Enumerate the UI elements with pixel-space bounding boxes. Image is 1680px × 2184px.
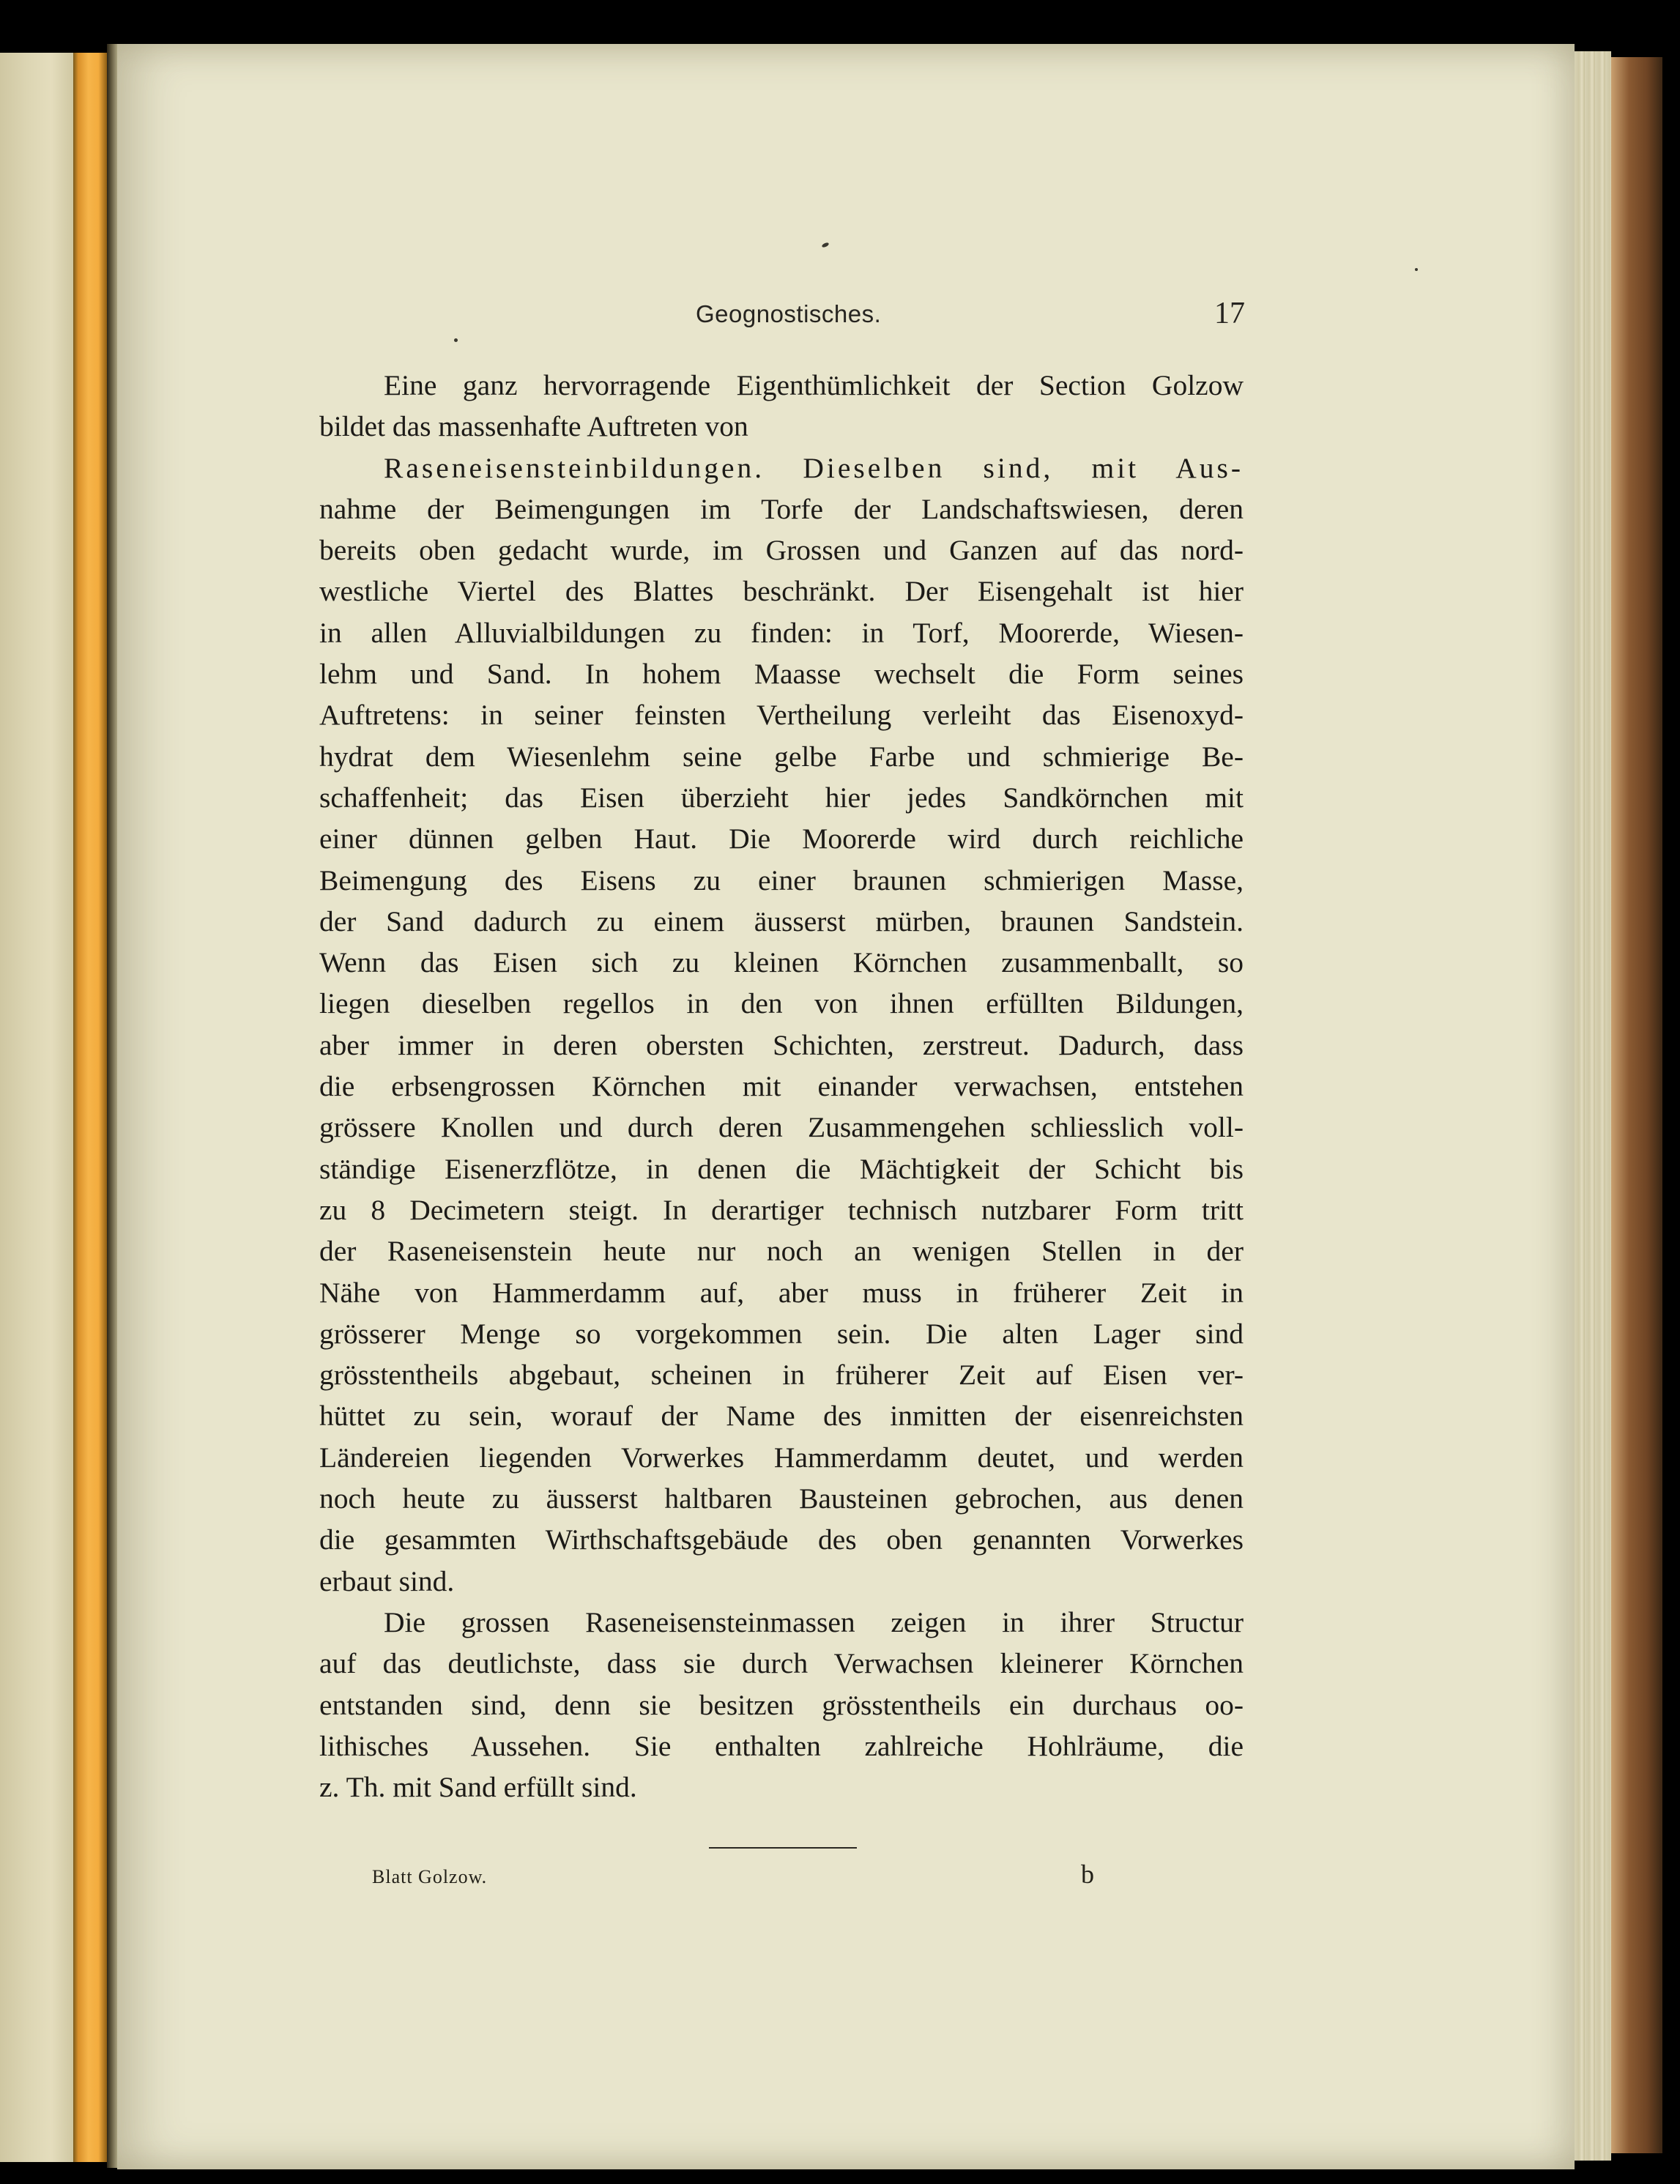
text-line: z. Th. mit Sand erfüllt sind. [319, 1771, 637, 1804]
text-line: Eine ganz hervorragende Eigenthümlichkeit der Section Golzow [384, 369, 1244, 401]
text-line: lithisches Aussehen. Sie enthalten zahlreiche Hohlräume, die [319, 1729, 1244, 1762]
book-spine-edge [73, 53, 107, 2162]
page-gutter [107, 44, 117, 2168]
text-line: westliche Viertel des Blattes beschränkt. Der Eisengehalt ist hier [319, 575, 1244, 608]
paragraph-1 [319, 365, 1244, 447]
page-stack-edge [1575, 51, 1611, 2161]
text-line: noch heute zu äusserst haltbaren Bausteinen gebrochen, aus denen [319, 1482, 1244, 1515]
text-line: bereits oben gedacht wurde, im Grossen und Ganzen auf das nord- [319, 534, 1244, 567]
text-line: auf das deutlichste, dass sie durch Verwachsen kleinerer Körnchen [319, 1647, 1244, 1680]
text-line: die gesammten Wirthschaftsgebäude des oben genannten Vorwerkes [319, 1523, 1244, 1556]
text-line: Auftretens: in seiner feinsten Vertheilung verleiht das Eisenoxyd- [319, 699, 1244, 732]
text-line: bildet das massenhafte Auftreten von [319, 410, 748, 443]
text-line: lehm und Sand. In hohem Maasse wechselt die Form seines [319, 658, 1244, 691]
footer-rule [709, 1847, 857, 1849]
text-line: der Sand dadurch zu einem äusserst mürben, braunen Sandstein. [319, 905, 1244, 937]
text-line: ständige Eisenerzflötze, in denen die Mächtigkeit der Schicht bis [319, 1152, 1244, 1185]
text-line: hüttet zu sein, worauf der Name des inmitten der eisenreichsten [319, 1400, 1244, 1433]
body-text [319, 365, 1244, 1808]
text-line: nahme der Beimengungen im Torfe der Landschaftswiesen, deren [319, 492, 1244, 525]
text-line: Die grossen Raseneisensteinmassen zeigen in ihrer Structur [384, 1605, 1244, 1638]
facing-page-edge [0, 53, 73, 2162]
text-line: Raseneisensteinbildungen. Dieselben sind, mit Aus- [384, 451, 1244, 484]
text-line: grösserer Menge so vorgekommen sein. Die alten Lager sind [319, 1317, 1244, 1350]
text-line: einer dünnen gelben Haut. Die Moorerde wird durch reichliche [319, 822, 1244, 855]
text-line: in allen Alluvialbildungen zu finden: in Torf, Moorerde, Wiesen- [319, 616, 1244, 649]
text-line: aber immer in deren obersten Schichten, zerstreut. Dadurch, dass [319, 1028, 1244, 1061]
book-cover-edge [1611, 57, 1662, 2153]
running-head-title: Geognostisches. [696, 300, 882, 327]
text-line: grössere Knollen und durch deren Zusammengehen schliesslich voll- [319, 1111, 1244, 1144]
footer-signature: Blatt Golzow. [372, 1866, 488, 1887]
text-line: schaffenheit; das Eisen überzieht hier jedes Sandkörnchen mit [319, 781, 1244, 814]
text-line: Nähe von Hammerdamm auf, aber muss in früherer Zeit in [319, 1276, 1244, 1309]
text-line: Wenn das Eisen sich zu kleinen Körnchen zusammenballt, so [319, 946, 1244, 979]
text-line: hydrat dem Wiesenlehm seine gelbe Farbe und schmierige Be- [319, 740, 1244, 773]
paragraph-2 [319, 447, 1244, 1602]
running-head [315, 293, 1252, 337]
print-speck [1415, 268, 1418, 271]
text-line: grösstentheils abgebaut, scheinen in früherer Zeit auf Eisen ver- [319, 1359, 1244, 1392]
page-number: 17 [1214, 297, 1245, 330]
text-line: Ländereien liegenden Vorwerkes Hammerdamm deutet, und werden [319, 1441, 1244, 1474]
text-line: die erbsengrossen Körnchen mit einander verwachsen, entstehen [319, 1070, 1244, 1103]
text-line: erbaut sind. [319, 1564, 455, 1597]
paragraph-3 [319, 1602, 1244, 1808]
print-speck [454, 338, 458, 342]
text-line: der Raseneisenstein heute nur noch an wenigen Stellen in der [319, 1235, 1244, 1268]
footer-sheet-mark: b [1081, 1860, 1094, 1889]
text-line: Beimengung des Eisens zu einer braunen schmierigen Masse, [319, 863, 1244, 896]
text-line: zu 8 Decimetern steigt. In derartiger technisch nutzbarer Form tritt [319, 1193, 1244, 1226]
text-line: entstanden sind, denn sie besitzen grösstentheils ein durchaus oo- [319, 1688, 1244, 1721]
text-line: liegen dieselben regellos in den von ihnen erfüllten Bildungen, [319, 987, 1244, 1020]
